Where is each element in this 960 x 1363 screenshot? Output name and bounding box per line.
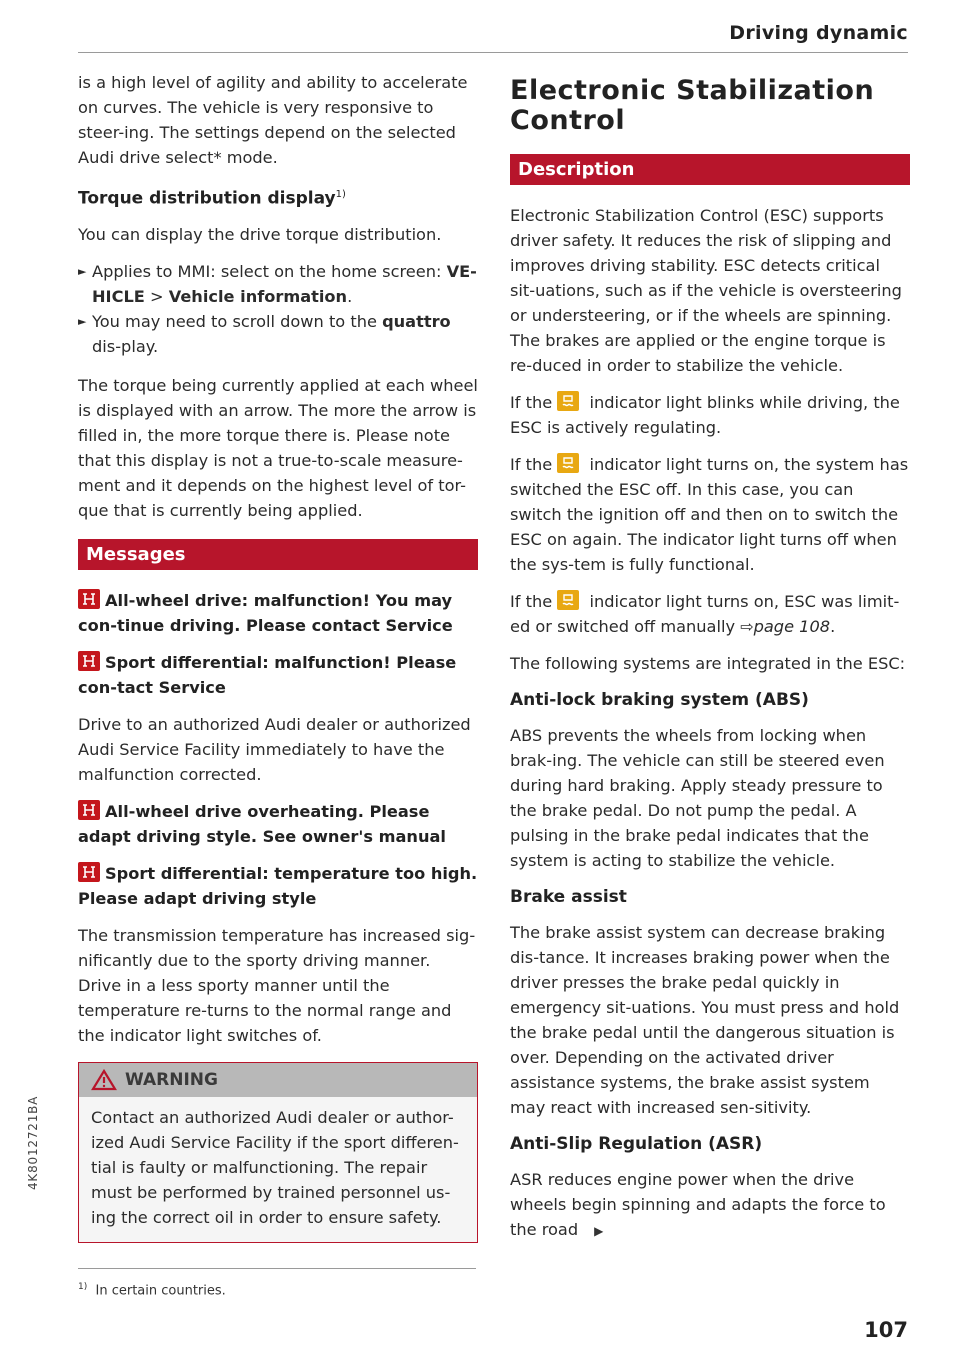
page-reference-arrow-icon: ⇨ <box>740 617 754 636</box>
warning-box <box>78 1062 478 1243</box>
intro-paragraph: is a high level of agility and ability to accelerate on curves. The vehicle is very responsive to steer-ing. The settings depend on the selected Audi drive select* mode. <box>78 73 468 167</box>
message-sport-diff-malfunction: Sport differential: malfunction! Please con-tact Service <box>78 652 457 697</box>
esc-paragraph-1: Electronic Stabilization Control (ESC) supports driver safety. It reduces the risk of slipping and improves driving stability. ESC detects critical sit-uations, such as if the vehicle is oversteering or understeering, or if the wheels are spinning. The brakes are applied or the engine torque is re-duced in order to stabilize the vehicle. <box>510 206 902 375</box>
esc-limited-paragraph: If the indicator light turns on, ESC was limit-ed or switched off manually ⇨page 108. <box>510 592 900 636</box>
drivetrain-warning-icon <box>78 862 100 882</box>
right-column <box>510 70 910 1256</box>
abs-paragraph: ABS prevents the wheels from locking when brak-ing. The vehicle can still be steered even during hard braking. Apply steady pressure to the brake pedal. Do not pump the pedal. A pulsing in the brake pedal indicates that the system is acting to stabilize the vehicle. <box>510 726 885 870</box>
torque-paragraph-1: You can display the drive torque distribution. <box>78 224 442 244</box>
header-divider <box>78 52 908 53</box>
brake-assist-paragraph: The brake assist system can decrease braking dis-tance. It increases braking power when the driver presses the brake pedal quickly in emergency sit-uations. You must press and hold the brake pedal until the dangerous situation is over. Depending on the activated driver assistance systems, the brake assist system may react with increased sen-sitivity. <box>510 923 900 1117</box>
continued-arrow-icon: ▶ <box>594 1224 604 1238</box>
left-column <box>78 70 478 1243</box>
footnote-divider <box>78 1268 476 1269</box>
esc-limited-indicator-icon <box>557 590 579 610</box>
message-sport-diff-temperature: Sport differential: temperature too high. Please adapt driving style <box>78 863 478 908</box>
list-item: ► Applies to MMI: select on the home screen: VE-HICLE > Vehicle information. <box>78 259 478 309</box>
asr-paragraph: ASR reduces engine power when the drive wheels begin spinning and adapts the force to the road ▶ <box>510 1170 886 1239</box>
message-awd-malfunction: All-wheel drive: malfunction! You may con-tinue driving. Please contact Service <box>78 590 453 635</box>
footnote-marker: 1) <box>335 189 346 200</box>
warning-text: Contact an authorized Audi dealer or author-ized Audi Service Facility if the sport differen-tial is faulty or malfunctioning. The repair must be performed by trained personnel us-ing the correct oil in order to ensure safety. <box>91 1107 459 1227</box>
footnote: $^{1)}$ In certain countries. <box>78 1282 226 1299</box>
warning-triangle-icon <box>91 1069 117 1091</box>
esc-systems-paragraph: The following systems are integrated in the ESC: <box>510 654 906 673</box>
description-section-title: Description <box>510 154 910 185</box>
torque-heading: Torque distribution display$^{1)}$ <box>78 188 346 209</box>
esc-off-paragraph: If the indicator light turns on, the system has switched the ESC off. In this case, you can switch the ignition off and then on to switch the ESC on again. The indicator light turns off when the sys-tem is fully functional. <box>510 455 909 574</box>
esc-indicator-icon <box>557 391 579 411</box>
list-item: ► You may need to scroll down to the quattro dis-play. <box>78 309 478 359</box>
bullet-triangle-icon: ► <box>78 314 87 328</box>
drivetrain-warning-icon <box>78 800 100 820</box>
transmission-temp-paragraph: The transmission temperature has increased sig-nificantly due to the sporty driving manner. Drive in a less sporty manner until the temperature re-turns to the normal range and the indicator light switches of. <box>78 925 476 1045</box>
page-number: 107 <box>864 1318 908 1342</box>
drivetrain-warning-icon <box>78 651 100 671</box>
page-reference-link[interactable]: page 108 <box>753 617 831 636</box>
asr-heading: Anti-Slip Regulation (ASR) <box>510 1134 763 1154</box>
warning-header <box>79 1063 477 1097</box>
instruction-list <box>78 259 478 359</box>
drivetrain-warning-icon <box>78 589 100 609</box>
abs-heading: Anti-lock braking system (ABS) <box>510 690 809 710</box>
message-awd-overheating: All-wheel drive overheating. Please adapt driving style. See owner's manual <box>78 801 446 846</box>
section-title: Electronic Stabilization Control <box>510 75 875 136</box>
esc-blink-paragraph: If the indicator light blinks while driving, the ESC is actively regulating. <box>510 393 900 437</box>
torque-paragraph-2: The torque being currently applied at each wheel is displayed with an arrow. The more the arrow is filled in, the more torque there is. Please note that this display is not a true-to-scale measure-ment and it depends on the highest level of tor-que that is currently being applied. <box>78 375 478 520</box>
bullet-triangle-icon: ► <box>78 264 87 278</box>
footnote-marker: 1) <box>78 1282 88 1292</box>
warning-title: WARNING <box>125 1069 218 1090</box>
brake-assist-heading: Brake assist <box>510 887 627 907</box>
page-header-title: Driving dynamic <box>729 22 908 44</box>
sport-diff-paragraph: Drive to an authorized Audi dealer or authorized Audi Service Facility immediately to have the malfunction corrected. <box>78 714 471 784</box>
esc-off-indicator-icon <box>557 453 579 473</box>
messages-section-title: Messages <box>78 539 478 570</box>
document-code: 4K8012721BA <box>26 1095 40 1190</box>
